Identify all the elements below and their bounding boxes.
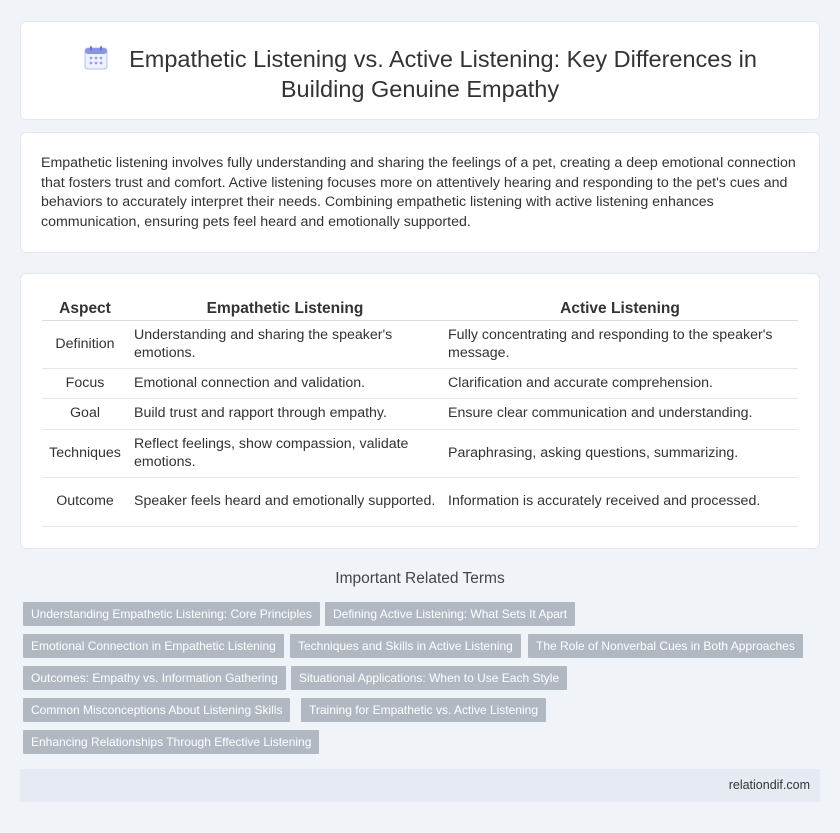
row-empathetic: Build trust and rapport through empathy. bbox=[128, 399, 442, 430]
table-row bbox=[42, 321, 798, 369]
row-empathetic: Speaker feels heard and emotionally supported. bbox=[128, 478, 442, 527]
table-header-row bbox=[42, 295, 798, 321]
header-active: Active Listening bbox=[442, 295, 798, 321]
row-aspect: Definition bbox=[42, 321, 128, 369]
page-title-wrap bbox=[21, 44, 819, 104]
header-aspect: Aspect bbox=[42, 295, 128, 321]
row-empathetic: Understanding and sharing the speaker's emotions. bbox=[128, 321, 442, 369]
related-term-tag[interactable]: Training for Empathetic vs. Active Listening bbox=[301, 698, 546, 722]
related-term-tag[interactable]: Enhancing Relationships Through Effective Listening bbox=[23, 730, 319, 754]
row-active: Paraphrasing, asking questions, summarizing. bbox=[442, 430, 798, 478]
row-aspect: Focus bbox=[42, 369, 128, 399]
related-term-tag[interactable]: The Role of Nonverbal Cues in Both Approaches bbox=[528, 634, 803, 658]
row-empathetic: Reflect feelings, show compassion, validate emotions. bbox=[128, 430, 442, 478]
row-active: Clarification and accurate comprehension. bbox=[442, 369, 798, 399]
page-title: Empathetic Listening vs. Active Listening: Key Differences in Building Genuine Empathy bbox=[129, 46, 757, 102]
intro-paragraph: Empathetic listening involves fully understanding and sharing the feelings of a pet, creating a deep emotional connection that fosters trust and comfort. Active listening focuses more on attentively hearing and responding to the pet's cues and behaviors to accurately interpret their needs. Combining empathetic listening with active listening enhances communication, ensuring pets feel heard and emotionally supported. bbox=[41, 155, 796, 230]
header-empathetic: Empathetic Listening bbox=[128, 295, 442, 321]
related-term-tag[interactable]: Situational Applications: When to Use Each Style bbox=[291, 666, 567, 690]
row-aspect: Goal bbox=[42, 399, 128, 430]
related-term-tag[interactable]: Emotional Connection in Empathetic Listening bbox=[23, 634, 284, 658]
related-term-tag[interactable]: Defining Active Listening: What Sets It Apart bbox=[325, 602, 575, 626]
comparison-table bbox=[42, 295, 798, 527]
related-term-tag[interactable]: Common Misconceptions About Listening Skills bbox=[23, 698, 290, 722]
row-active: Fully concentrating and responding to the speaker's message. bbox=[442, 321, 798, 369]
intro-card bbox=[20, 132, 820, 253]
table-row bbox=[42, 369, 798, 399]
row-active: Ensure clear communication and understanding. bbox=[442, 399, 798, 430]
footer-site-link[interactable]: relationdif.com bbox=[728, 778, 810, 792]
related-term-tag[interactable]: Techniques and Skills in Active Listening bbox=[290, 634, 521, 658]
related-term-tag[interactable]: Understanding Empathetic Listening: Core Principles bbox=[23, 602, 320, 626]
footer bbox=[20, 769, 820, 802]
table-row bbox=[42, 478, 798, 527]
table-row bbox=[42, 399, 798, 430]
header-card bbox=[20, 21, 820, 120]
row-aspect: Outcome bbox=[42, 478, 128, 527]
row-empathetic: Emotional connection and validation. bbox=[128, 369, 442, 399]
row-aspect: Techniques bbox=[42, 430, 128, 478]
related-terms-title: Important Related Terms bbox=[335, 570, 505, 587]
related-term-tag[interactable]: Outcomes: Empathy vs. Information Gathering bbox=[23, 666, 286, 690]
row-active: Information is accurately received and processed. bbox=[442, 478, 798, 527]
calendar-icon bbox=[83, 45, 109, 71]
table-row bbox=[42, 430, 798, 478]
comparison-card bbox=[20, 273, 820, 549]
